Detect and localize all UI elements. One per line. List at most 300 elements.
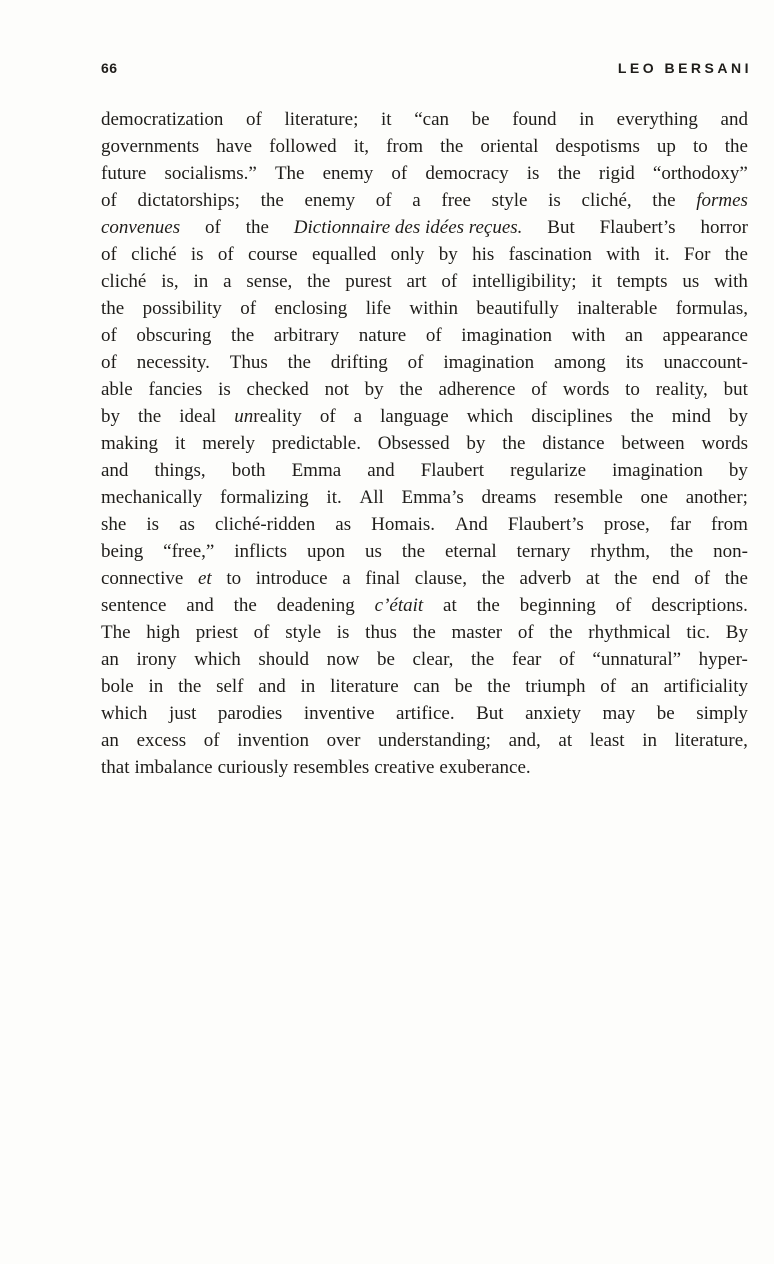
word: parodies [217, 703, 283, 724]
word: between [621, 433, 685, 454]
word: be [376, 649, 395, 670]
word: self [216, 676, 244, 697]
word: future [101, 163, 147, 184]
word: an [101, 649, 119, 670]
word: be [454, 676, 473, 697]
word: it, [353, 136, 370, 157]
word: adverb [519, 568, 572, 589]
word: For [684, 244, 711, 265]
word: now [326, 649, 360, 670]
word: necessity. [136, 352, 210, 373]
text-line [101, 403, 748, 430]
word: socialisms.” [164, 163, 257, 184]
word: and, [508, 730, 541, 751]
word: “can [414, 109, 450, 130]
word: just [168, 703, 197, 724]
word: “free,” [163, 541, 215, 562]
word: mind [671, 406, 711, 427]
word: possibility [142, 298, 222, 319]
word: is [146, 514, 160, 535]
word: horror [700, 217, 748, 238]
word: the [245, 217, 269, 238]
word: only [390, 244, 425, 265]
word: a [342, 568, 351, 589]
word: the [287, 352, 311, 373]
word: in [148, 676, 164, 697]
word: nature [358, 325, 407, 346]
word: merely [202, 433, 255, 454]
word: of [205, 217, 221, 238]
word: rigid [598, 163, 635, 184]
word: arbitrary [273, 325, 340, 346]
word: of [425, 325, 442, 346]
word: the [669, 541, 694, 562]
word: enemy [322, 163, 374, 184]
word: artifice. [396, 703, 455, 724]
word: eternal [444, 541, 497, 562]
word: in [579, 109, 594, 130]
word: clause, [414, 568, 467, 589]
word: unreality [234, 406, 302, 427]
word: introduce [255, 568, 328, 589]
word: the [557, 163, 581, 184]
text-line [101, 619, 748, 646]
italic-word: Dictionnaire des idées reçues. [293, 217, 523, 238]
word: is [190, 244, 204, 265]
word: “unnatural” [592, 649, 682, 670]
word: beginning [519, 595, 596, 616]
word: should [258, 649, 309, 670]
word: imagination [461, 325, 553, 346]
word: By [725, 622, 748, 643]
text-line [101, 511, 748, 538]
word: the [614, 568, 638, 589]
word: despotisms [555, 136, 640, 157]
italic-word: formes [696, 190, 748, 211]
word: its [625, 352, 644, 373]
word: everything [616, 109, 698, 130]
word: obscuring [136, 325, 212, 346]
word: the [549, 622, 573, 643]
word: cliché [101, 271, 147, 292]
word: a [412, 190, 421, 211]
text-line [101, 214, 748, 241]
word: excess [136, 730, 187, 751]
word: words [562, 379, 610, 400]
word: as [335, 514, 352, 535]
word: of [101, 352, 117, 373]
word: up [656, 136, 676, 157]
word: she [101, 514, 127, 535]
word: an [630, 676, 649, 697]
word: resembles [293, 757, 370, 778]
word: enclosing [274, 298, 348, 319]
word: the [502, 433, 526, 454]
word: inalterable [577, 298, 658, 319]
word: priest [195, 622, 238, 643]
word: ternary [516, 541, 571, 562]
word: hyper- [698, 649, 748, 670]
word: fear [511, 649, 542, 670]
page-number: 66 [101, 60, 118, 76]
text-line [101, 457, 748, 484]
word: and [720, 109, 748, 130]
word: intelligibility; [472, 271, 577, 292]
word: non- [713, 541, 748, 562]
word: things, [154, 460, 206, 481]
word: a [353, 406, 363, 427]
word: of [319, 406, 336, 427]
word: of [253, 622, 270, 643]
word: the [724, 244, 748, 265]
word: far [669, 514, 691, 535]
word: irony [136, 649, 177, 670]
word: of [407, 352, 424, 373]
word: by [101, 406, 120, 427]
word: adherence [438, 379, 516, 400]
word: drifting [330, 352, 388, 373]
word: be [656, 703, 675, 724]
word: fascination [508, 244, 592, 265]
word: found [512, 109, 557, 130]
word: to [692, 136, 708, 157]
word: of [694, 568, 711, 589]
word: that [101, 757, 130, 778]
word: which [466, 406, 514, 427]
word: “orthodoxy” [652, 163, 748, 184]
word: over [326, 730, 361, 751]
word: the [487, 676, 511, 697]
word: tempts [616, 271, 668, 292]
word: and [186, 595, 214, 616]
text-line [101, 646, 748, 673]
word: curiously [217, 757, 289, 778]
word: enemy [304, 190, 356, 211]
word: the [724, 568, 748, 589]
word: to [226, 568, 242, 589]
word: inventive [303, 703, 375, 724]
word: is, [161, 271, 179, 292]
word: beautifully [476, 298, 559, 319]
word: Homais. [371, 514, 435, 535]
word: an [101, 730, 119, 751]
word: ideal [179, 406, 217, 427]
word: is [548, 190, 561, 211]
word: democracy [425, 163, 509, 184]
word: words [701, 433, 748, 454]
word: which [194, 649, 241, 670]
text-line [101, 727, 748, 754]
italic-prefix: un [234, 406, 254, 427]
word: All [359, 487, 384, 508]
text-line [101, 241, 748, 268]
word: at [558, 730, 573, 751]
word: unaccount- [663, 352, 748, 373]
word: of [531, 379, 548, 400]
word: is [218, 379, 231, 400]
word: it. [326, 487, 342, 508]
word: of [217, 244, 234, 265]
word: as [179, 514, 195, 535]
word: the [476, 595, 500, 616]
word: of [246, 109, 262, 130]
word: Flaubert’s [599, 217, 676, 238]
running-head [101, 60, 752, 84]
word: sentence [101, 595, 167, 616]
word: The [274, 163, 305, 184]
body-paragraph [101, 106, 748, 781]
word: of [391, 163, 408, 184]
word: triumph [525, 676, 586, 697]
word: oriental [480, 136, 539, 157]
word: the [233, 595, 257, 616]
word: language [380, 406, 449, 427]
word: of [101, 325, 117, 346]
word: dreams [481, 487, 537, 508]
text-line [101, 484, 748, 511]
text-line [101, 349, 748, 376]
word: a [223, 271, 232, 292]
word: cliché-ridden [214, 514, 316, 535]
word: among [554, 352, 606, 373]
word: of [203, 730, 220, 751]
word: clear, [412, 649, 454, 670]
word: by [466, 433, 486, 454]
word: us [682, 271, 700, 292]
word: artificiality [663, 676, 748, 697]
word: it [174, 433, 186, 454]
text-line [101, 592, 748, 619]
word: of [375, 190, 392, 211]
word: imbalance [134, 757, 213, 778]
word: of [558, 649, 575, 670]
word: the [724, 136, 748, 157]
word: But [476, 703, 504, 724]
word: prose, [603, 514, 650, 535]
text-line [101, 376, 748, 403]
word: the [630, 406, 654, 427]
word: in [193, 271, 209, 292]
word: it [381, 109, 392, 130]
word: the [307, 271, 331, 292]
word: inflicts [234, 541, 288, 562]
text-line [101, 160, 748, 187]
word: with [714, 271, 748, 292]
word: disciplines [531, 406, 613, 427]
word: reality, [655, 379, 708, 400]
word: deadening [276, 595, 355, 616]
word: democratization [101, 109, 224, 130]
word: course [248, 244, 298, 265]
word: of [240, 298, 257, 319]
word: checked [246, 379, 309, 400]
word: not [324, 379, 349, 400]
word: equalled [311, 244, 377, 265]
word: end [652, 568, 680, 589]
word: anxiety [525, 703, 581, 724]
word: at [443, 595, 457, 616]
word: making [101, 433, 158, 454]
word: the [471, 649, 495, 670]
italic-word: et [197, 568, 212, 589]
word: formulas, [675, 298, 748, 319]
word: But [547, 217, 575, 238]
word: within [409, 298, 458, 319]
word: with [571, 325, 606, 346]
word: at [585, 568, 600, 589]
word: Emma [291, 460, 342, 481]
word: the [178, 676, 202, 697]
word: of [517, 622, 534, 643]
word: imagination [612, 460, 703, 481]
word: can [413, 676, 440, 697]
word: with [606, 244, 641, 265]
word: Flaubert [420, 460, 485, 481]
text-line [101, 268, 748, 295]
word: sense, [246, 271, 293, 292]
word: the [138, 406, 162, 427]
text-line [101, 565, 748, 592]
word: free [441, 190, 471, 211]
word: invention [237, 730, 310, 751]
word: exuberance. [439, 757, 531, 778]
word: And [455, 514, 488, 535]
word: and [367, 460, 395, 481]
word: of [600, 676, 617, 697]
word: from [710, 514, 748, 535]
word: his [472, 244, 495, 265]
word: cliché, [581, 190, 632, 211]
word: it [591, 271, 602, 292]
word: literature [330, 676, 399, 697]
word: connective [101, 568, 184, 589]
word: by [438, 244, 458, 265]
word: in [300, 676, 316, 697]
word: of [101, 244, 117, 265]
text-line [101, 295, 748, 322]
word: is [526, 163, 540, 184]
word: and [101, 460, 129, 481]
word: followed [269, 136, 337, 157]
word: both [231, 460, 266, 481]
word: art [406, 271, 427, 292]
word: appearance [662, 325, 748, 346]
word: literature, [674, 730, 748, 751]
word: of [441, 271, 458, 292]
word: literature; [284, 109, 359, 130]
word: the [399, 379, 423, 400]
word: mechanically [101, 487, 203, 508]
word: thus [365, 622, 397, 643]
word: resemble [554, 487, 623, 508]
word: being [101, 541, 144, 562]
word: be [471, 109, 490, 130]
word: purest [345, 271, 392, 292]
word: the [230, 325, 255, 346]
italic-word: convenues [101, 217, 181, 238]
word: tic. [686, 622, 711, 643]
word: governments [101, 136, 200, 157]
word: regularize [510, 460, 587, 481]
word: the [401, 541, 426, 562]
word: by [728, 460, 748, 481]
word: style [285, 622, 322, 643]
word: predictable. [271, 433, 361, 454]
word: Emma’s [401, 487, 464, 508]
word: Thus [229, 352, 268, 373]
word: us [364, 541, 382, 562]
word: one [640, 487, 668, 508]
italic-word: c’était [374, 595, 424, 616]
word: the [412, 622, 436, 643]
word: it. [654, 244, 670, 265]
word: least [589, 730, 625, 751]
word: may [602, 703, 636, 724]
word: The [101, 622, 131, 643]
word: of [615, 595, 632, 616]
word: dictatorships; [137, 190, 240, 211]
word: in [642, 730, 657, 751]
text-line [101, 754, 748, 781]
word: and [258, 676, 286, 697]
word: from [386, 136, 424, 157]
word: of [101, 190, 117, 211]
word: upon [307, 541, 345, 562]
word: Obsessed [377, 433, 450, 454]
word: fancies [148, 379, 203, 400]
word: but [723, 379, 748, 400]
text-line [101, 187, 748, 214]
word: distance [542, 433, 605, 454]
word: imagination [443, 352, 535, 373]
word: high [146, 622, 181, 643]
text-line [101, 673, 748, 700]
word: cliché [131, 244, 177, 265]
text-line [101, 430, 748, 457]
word: descriptions. [651, 595, 748, 616]
word: formalizing [220, 487, 309, 508]
word: style [491, 190, 528, 211]
word: to [625, 379, 640, 400]
word: rhythmical [588, 622, 671, 643]
text-line [101, 538, 748, 565]
word: the [101, 298, 125, 319]
word: have [216, 136, 253, 157]
word: creative [374, 757, 435, 778]
word: understanding; [378, 730, 491, 751]
word: simply [696, 703, 748, 724]
word: is [336, 622, 350, 643]
word: the [440, 136, 464, 157]
text-line [101, 700, 748, 727]
word: by [728, 406, 748, 427]
running-head-author: LEO BERSANI [617, 60, 752, 76]
word: bole [101, 676, 134, 697]
text-line [101, 322, 748, 349]
word: which [101, 703, 148, 724]
word: able [101, 379, 133, 400]
word: final [365, 568, 401, 589]
word: by [364, 379, 384, 400]
word: Flaubert’s [507, 514, 584, 535]
word: rhythm, [590, 541, 651, 562]
text-line [101, 106, 748, 133]
word: master [451, 622, 503, 643]
word: the [260, 190, 284, 211]
word: an [625, 325, 643, 346]
word: the [481, 568, 505, 589]
text-line [101, 133, 748, 160]
